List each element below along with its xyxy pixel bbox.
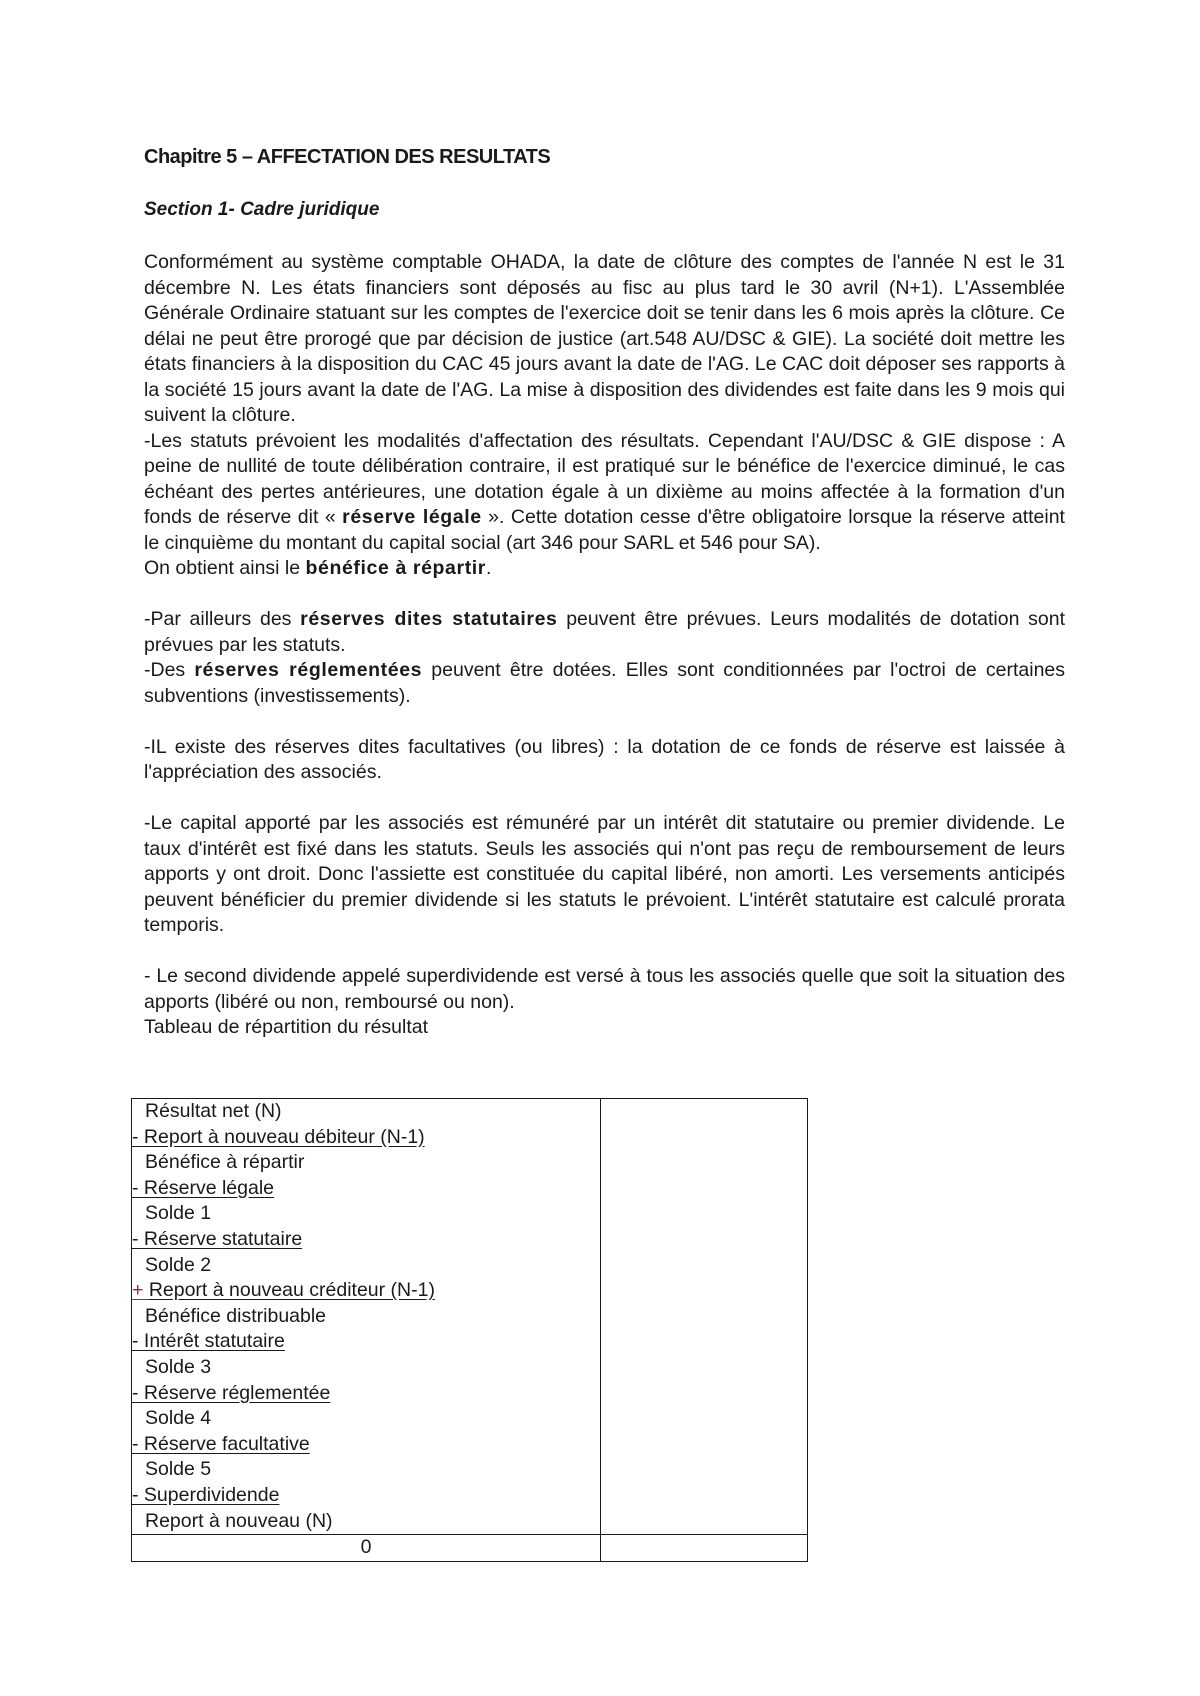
row-benefice-repartir: Bénéfice à répartir bbox=[145, 1151, 305, 1174]
row-solde-4: Solde 4 bbox=[145, 1407, 212, 1430]
bold-reserves-statutaires: réserves dites statutaires bbox=[300, 608, 558, 630]
row-superdividende: - Superdividende bbox=[132, 1483, 280, 1506]
section-title: Section 1- Cadre juridique bbox=[144, 199, 380, 220]
paragraph-reserves-facultatives: -IL existe des réserves dites facultatives (ou libres) : la dotation de ce fonds de réserve est laissée à l'appréciation des associés. bbox=[144, 735, 1065, 783]
row-report-nouveau-n: Report à nouveau (N) bbox=[145, 1509, 333, 1532]
chapter-title: Chapitre 5 – AFFECTATION DES RESULTATS bbox=[144, 146, 551, 168]
paragraph-benefice-repartir: On obtient ainsi le bénéfice à répartir. bbox=[144, 557, 492, 579]
table-total-value-cell bbox=[601, 1535, 808, 1562]
paragraph-ohada: Conformément au système comptable OHADA, la date de clôture des comptes de l'année N est le 31 décembre N. Les états financiers sont déposés au fisc au plus tard le 30 avril (N+1). L'Assemblée Générale Ordinaire statuant sur les comptes de l'exercice doit se tenir dans les 6 mois après la clôture. Ce délai ne peut être prorogé que par décision de justice (art.548 AU/DSC & GIE). La société doit mettre les états financiers à la disposition du CAC 45 jours avant la date de l'AG. Le CAC doit déposer ses rapports à la société 15 jours avant la date de l'AG. La mise à disposition des dividendes est faite dans les 9 mois qui suivent la clôture. bbox=[144, 251, 1065, 426]
table-labels-cell bbox=[132, 1099, 601, 1535]
table-total-cell: 0 bbox=[132, 1535, 601, 1562]
row-benefice-distribuable: Bénéfice distribuable bbox=[145, 1304, 327, 1327]
row-solde-1: Solde 1 bbox=[145, 1202, 212, 1225]
row-interet-statutaire: - Intérêt statutaire bbox=[132, 1330, 285, 1353]
plus-sign: + bbox=[132, 1279, 149, 1302]
table-values-cell bbox=[601, 1099, 808, 1535]
paragraph-interet-statutaire: -Le capital apporté par les associés est rémunéré par un intérêt dit statutaire ou premier dividende. Le taux d'intérêt est fixé dans les statuts. Seuls les associés qui n'ont pas reçu de remboursement de leurs apports y ont droit. Donc l'assiette est constituée du capital libéré, non amorti. Les versements anticipés peuvent bénéficier du premier dividende si les statuts le prévoient. L'intérêt statutaire est calculé prorata temporis. bbox=[144, 812, 1065, 936]
paragraph-statuts: -Les statuts prévoient les modalités d'affectation des résultats. Cependant l'AU/DSC & GIE dispose : A peine de nullité de toute délibération contraire, il est pratiqué sur le bénéfice de l'exercice diminué, le cas échéant des pertes antérieures, une dotation égale à un dixième au moins affectée à la formation d'un fonds de réserve dit « réserve légale ». Cette dotation cesse d'être obligatoire lorsque la réserve atteint le cinquième du montant du capital social (art 346 pour SARL et 546 pour SA). bbox=[144, 429, 1065, 554]
row-reserve-legale: - Réserve légale bbox=[132, 1176, 274, 1199]
row-reserve-facultative: - Réserve facultative bbox=[132, 1432, 310, 1455]
bold-reserve-legale: réserve légale bbox=[342, 506, 482, 528]
bold-benefice-repartir: bénéfice à répartir bbox=[305, 557, 486, 579]
body-text bbox=[144, 250, 1065, 1041]
paragraph-reserves-statutaires: -Par ailleurs des réserves dites statutaires peuvent être prévues. Leurs modalités de dotation sont prévues par les statuts. bbox=[144, 608, 1065, 656]
row-report-crediteur: + Report à nouveau créditeur (N-1) bbox=[132, 1279, 435, 1302]
repartition-table bbox=[131, 1098, 808, 1562]
paragraph-reserves-reglementees: -Des réserves réglementées peuvent être dotées. Elles sont conditionnées par l'octroi de certaines subventions (investissements). bbox=[144, 659, 1066, 707]
row-solde-5: Solde 5 bbox=[145, 1458, 212, 1481]
row-solde-3: Solde 3 bbox=[145, 1355, 212, 1378]
paragraph-superdividende: - Le second dividende appelé superdividende est versé à tous les associés quelle que soit la situation des apports (libéré ou non, remboursé ou non). bbox=[144, 965, 1065, 1013]
table-caption: Tableau de répartition du résultat bbox=[144, 1016, 429, 1038]
row-report-debiteur: - Report à nouveau débiteur (N-1) bbox=[132, 1125, 425, 1148]
row-reserve-statutaire: - Réserve statutaire bbox=[132, 1227, 303, 1250]
row-solde-2: Solde 2 bbox=[145, 1253, 212, 1276]
row-reserve-reglementee: - Réserve réglementée bbox=[132, 1381, 331, 1404]
bold-reserves-reglementees: réserves réglementées bbox=[194, 659, 423, 681]
row-resultat-net: Résultat net (N) bbox=[145, 1100, 282, 1122]
